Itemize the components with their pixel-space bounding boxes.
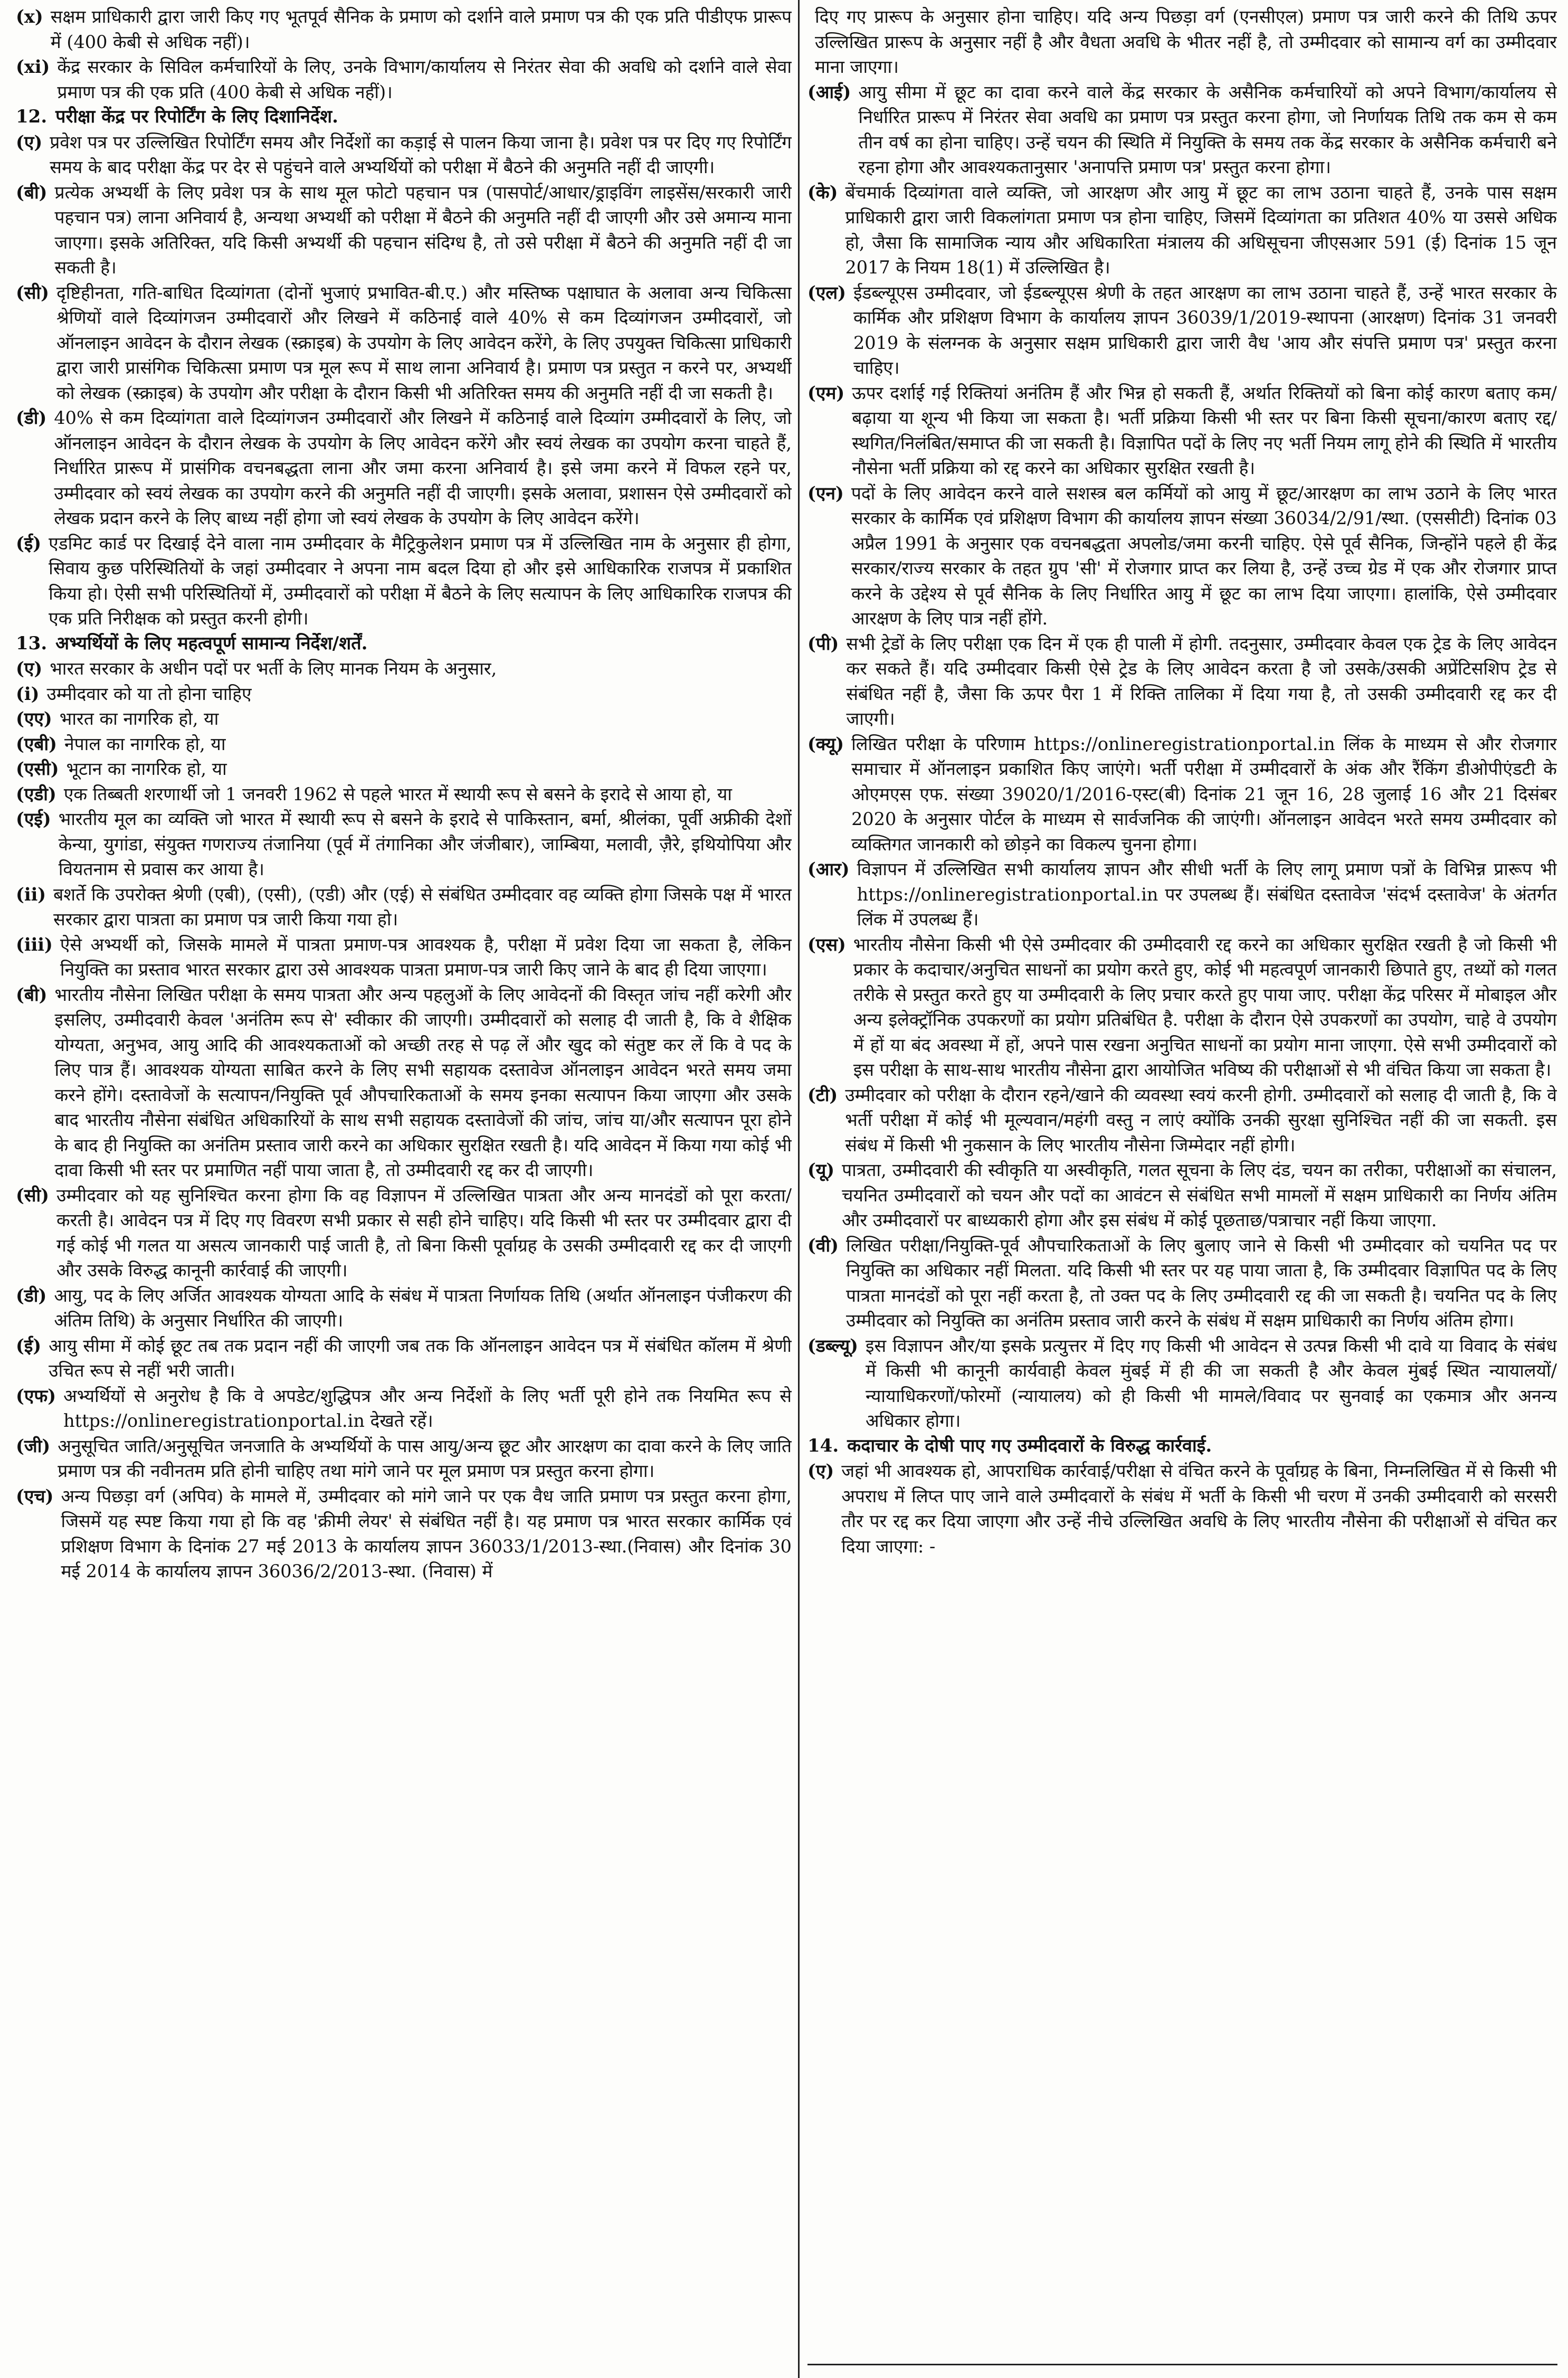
clause-text: उम्मीदवार को या तो होना चाहिए (46, 683, 252, 704)
clause-label: (ए) (16, 658, 43, 679)
clause-text: अभ्यर्थियों से अनुरोध है कि वे अपडेट/शुद्धिपत्र और अन्य निर्देशों के लिए भर्ती पूरी होने तक नियमित रूप से https://onlineregistrationportal.in देखते रहें। (63, 1385, 792, 1431)
clause-label: (जी) (16, 1435, 51, 1456)
clause-item (807, 1083, 1557, 1158)
clause-text: लिखित परीक्षा/नियुक्ति-पूर्व औपचारिकताओं के लिए बुलाए जाने से किसी भी उम्मीदवार को चयनित पद पर नियुक्ति का अधिकार नहीं मिलता. यदि किसी भी स्तर पर यह पाया जाता है, कि उम्मीदवार विज्ञापित पद के लिए पात्रता मानदंडों को पूरा नहीं करता है, तो उक्त पद के लिए उम्मीदवारी रद्द की जा सकती है। चयनित पद के लिए उम्मीदवार को नियुक्ति का अनंतिम प्रस्ताव जारी करने के संबंध में सक्षम प्राधिकारी का निर्णय अंतिम होगा। (846, 1235, 1557, 1331)
clause-text: जहां भी आवश्यक हो, आपराधिक कार्रवाई/परीक्षा से वंचित करने के पूर्वाग्रह के बिना, निम्नलिखित में से किसी भी अपराध में लिप्त पाए जाने वाले उम्मीदवारों के संबंध में भर्ती के किसी भी चरण में उनकी उम्मीदवारी को सरसरी तौर पर रद्द कर दिया जाएगा और उन्हें नीचे उल्लिखित अवधि के लिए भारतीय नौसेना की परीक्षाओं से वंचित कर दिया जाएगा: - (841, 1461, 1557, 1557)
clause-label: (पी) (807, 633, 839, 654)
clause-label: (ई) (16, 1335, 42, 1356)
section-heading (16, 631, 792, 657)
clause-label: (सी) (16, 1185, 50, 1206)
clause-text: अन्य पिछड़ा वर्ग (अपिव) के मामले में, उम्मीदवार को मांगे जाने पर एक वैध जाति प्रमाण पत्र प्रस्तुत करना होगा, जिसमें यह स्पष्ट किया गया हो कि वह 'क्रीमी लेयर' से संबंधित नहीं है। यह प्रमाण पत्र भारत सरकार कार्मिक एवं प्रशिक्षण विभाग के दिनांक 27 मई 2013 के कार्यालय ज्ञापन 36033/1/2013-स्था.(निवास) और दिनांक 30 मई 2014 के कार्यालय ज्ञापन 36036/2/2013-स्था. (निवास) में (61, 1485, 792, 1581)
clause-label: (आई) (807, 81, 851, 102)
clause-item (807, 1233, 1557, 1333)
clause-text: उम्मीदवार को यह सुनिश्चित करना होगा कि वह विज्ञापन में उल्लिखित पात्रता और अन्य मानदंडों को पूरा करता/करती है। आवेदन पत्र में दिए गए विवरण सभी प्रकार से सही होने चाहिए। यदि किसी भी स्तर पर उम्मीदवार द्वारा दी गई कोई भी गलत या असत्य जानकारी पाई जाती है, तो बिना किसी पूर्वाग्रह के उसकी उम्मीदवारी रद्द कर दी जाएगी और उसके विरुद्ध कानूनी कार्रवाई की जाएगी। (56, 1185, 792, 1281)
clause-text: पात्रता, उम्मीदवारी की स्वीकृति या अस्वीकृति, गलत सूचना के लिए दंड, चयन का तरीका, परीक्षाओं का संचालन, चयनित उम्मीदवारों को चयन और पदों का आवंटन से संबंधित सभी मामलों में सक्षम प्राधिकारी का निर्णय अंतिम और उम्मीदवारों पर बाध्यकारी होगा और इस संबंध में कोई पूछताछ/पत्राचार नहीं किया जाएगा. (842, 1160, 1557, 1230)
clause-item (16, 656, 792, 681)
clause-text: अभ्यर्थियों के लिए महत्वपूर्ण सामान्य निर्देश/शर्तें. (55, 632, 368, 654)
clause-text: आयु, पद के लिए अर्जित आवश्यक योग्यता आदि के संबंध में पात्रता निर्णायक तिथि (अर्थात ऑनलाइन पंजीकरण की अंतिम तिथि) के अनुसार निर्धारित की जाएगी। (54, 1285, 792, 1331)
clause-label: (एसी) (16, 759, 59, 779)
clause-text: अनुसूचित जाति/अनुसूचित जनजाति के अभ्यर्थियों के पास आयु/अन्य छूट और आरक्षण का दावा करने के लिए जाति प्रमाण पत्र की नवीनतम प्रति होनी चाहिए तथा मांगे जाने पर मूल प्रमाण पत्र प्रस्तुत करना होगा। (58, 1435, 792, 1481)
clause-item (807, 80, 1557, 180)
clause-text: एक तिब्बती शरणार्थी जो 1 जनवरी 1962 से पहले भारत में स्थायी रूप से बसने के इरादे से आया हो, या (63, 783, 732, 804)
clause-item (807, 1458, 1557, 1559)
clause-label: (i) (16, 683, 40, 704)
clause-item (16, 882, 792, 932)
clause-label: (एन) (807, 482, 844, 504)
clause-item (807, 1158, 1557, 1233)
clause-item (16, 1434, 792, 1484)
clause-label: (एए) (16, 708, 52, 729)
clause-text: आयु सीमा में कोई छूट तब तक प्रदान नहीं की जाएगी जब तक कि ऑनलाइन आवेदन पत्र में संबंधित कॉलम में श्रेणी उचित रूप से नहीं भरी जाती। (49, 1335, 792, 1381)
clause-text: सभी ट्रेडों के लिए परीक्षा एक दिन में एक ही पाली में होगी. तदनुसार, उम्मीदवार केवल एक ट्रेड के लिए आवेदन कर सकते हैं। यदि उम्मीदवार किसी ऐसे ट्रेड के लिए आवेदन करता है जो उसके/उसकी अप्रेंटिसशिप ट्रेड से संबंधित नहीं है, जैसा कि ऊपर पैरा 1 में रिक्ति तालिका में दिया गया है, तो उसकी उम्मीदवारी रद्द कर दी जाएगी। (846, 633, 1557, 729)
clause-item (16, 1384, 792, 1434)
clause-text: ऊपर दर्शाई गई रिक्तियां अनंतिम हैं और भिन्न हो सकती हैं, अर्थात रिक्तियों को बिना कोई कारण बताए कम/बढ़ाया या शून्य भी किया जा सकता है। भर्ती प्रक्रिया किसी भी स्तर पर बिना किसी सूचना/कारण बताए रद्द/स्थगित/निलंबित/समाप्त की जा सकती है। विज्ञापित पदों के लिए नए भर्ती नियम लागू होने की स्थिति में भारतीय नौसेना भर्ती प्रक्रिया को रद्द करने का अधिकार सुरक्षित रखती है। (852, 382, 1557, 478)
section-heading (16, 105, 792, 130)
clause-text: 40% से कम दिव्यांगता वाले दिव्यांगजन उम्मीदवारों और लिखने में कठिनाई वाले दिव्यांग उम्मीदवारों के लिए, जो ऑनलाइन आवेदन के दौरान लेखक के उपयोग के लिए आवेदन करेंगे और स्वयं लेखक का उपयोग करना चाहते हैं, निर्धारित प्रारूप में प्रासंगिक वचनबद्धता लाना और जमा करना अनिवार्य है। इसे जमा करने में विफल रहने पर, उम्मीदवार को स्वयं लेखक का उपयोग करने की अनुमति नहीं दी जाएगी। इसके अलावा, प्रशासन ऐसे उम्मीदवारों को लेखक प्रदान करने के लिए बाध्य नहीं होगा जो स्वयं लेखक के उपयोग के लिए आवेदन करेंगे। (54, 408, 792, 528)
clause-label: (क्यू) (807, 733, 844, 754)
clause-item (16, 1283, 792, 1333)
clause-label: (आर) (807, 859, 850, 879)
clause-label: (डी) (16, 408, 47, 428)
clause-label: (डब्ल्यू) (807, 1335, 858, 1356)
clause-text: ईडब्ल्यूएस उम्मीदवार, जो ईडब्ल्यूएस श्रेणी के तहत आरक्षण का लाभ उठाना चाहते हैं, उन्हें भारत सरकार के कार्मिक और प्रशिक्षण विभाग के कार्यालय ज्ञापन 36039/1/2019-स्थापना (आरक्षण) दिनांक 31 जनवरी 2019 के संलग्नक के अनुसार सक्षम प्राधिकारी द्वारा जारी वैध 'आय और संपत्ति प्रमाण पत्र' प्रस्तुत करना चाहिए। (853, 282, 1557, 378)
clause-text: भारतीय नौसेना लिखित परीक्षा के समय पात्रता और अन्य पहलुओं के लिए आवेदनों की विस्तृत जांच नहीं करेगी और इसलिए, उम्मीदवारी केवल 'अनंतिम रूप से' स्वीकार की जाएगी। उम्मीदवारों को सलाह दी जाती है, कि वे शैक्षिक योग्यता, अनुभव, आयु आदि की आवश्यकताओं को अच्छी तरह से पढ़ लें और खुद को संतुष्ट कर लें कि वे पद के लिए पात्र हैं। आवश्यक योग्यता साबित करने के लिए सभी सहायक दस्तावेज ऑनलाइन आवेदन भरते समय जमा करने होंगे। दस्तावेजों के सत्यापन/नियुक्ति पूर्व औपचारिकताओं के समय इनका सत्यापन किया जाएगा और उसके बाद भारतीय नौसेना संबंधित अधिकारियों के साथ सभी सहायक दस्तावेजों की जांच, जांच या/और सत्यापन पूरा होने के बाद ही नियुक्ति का अनंतिम प्रस्ताव जारी करने का अधिकार सुरक्षित रखती है। यदि आवेदन में किया गया कोई भी दावा किसी भी स्तर पर प्रमाणित नहीं पाया जाता है, तो उम्मीदवारी रद्द कर दी जाएगी। (54, 984, 792, 1180)
clause-label: (एबी) (16, 733, 58, 754)
clause-item (807, 732, 1557, 857)
clause-text: विज्ञापन में उल्लिखित सभी कार्यालय ज्ञापन और सीधी भर्ती के लिए लागू प्रमाण पत्रों के विभिन्न प्रारूप भी https://onlineregistrationportal.in पर उपलब्ध हैं। संबंधित दस्तावेज 'संदर्भ दस्तावेज' के अंतर्गत लिंक में उपलब्ध हैं। (857, 859, 1557, 930)
clause-text: नेपाल का नागरिक हो, या (64, 733, 226, 754)
clause-label: (ई) (16, 533, 42, 554)
clause-label: (बी) (16, 984, 47, 1005)
clause-label: (ए) (16, 131, 43, 153)
clause-label: (के) (807, 182, 838, 203)
column-divider (798, 0, 800, 2378)
clause-item (16, 4, 792, 54)
clause-item (16, 807, 792, 882)
clause-label: (बी) (16, 182, 47, 203)
clause-label: 14. (807, 1435, 839, 1456)
clause-label: (टी) (807, 1084, 838, 1105)
clause-text: केंद्र सरकार के सिविल कर्मचारियों के लिए, उनके विभाग/कार्यालय से निरंतर सेवा की अवधि को दर्शाने वाले सेवा प्रमाण पत्र की एक प्रति (400 केबी से अधिक नहीं)। (57, 56, 792, 102)
clause-text: लिखित परीक्षा के परिणाम https://onlineregistrationportal.in लिंक के माध्यम से और रोजगार समाचार में ऑनलाइन प्रकाशित किए जाएंगे। भर्ती परीक्षा में उम्मीदवारों के अंक और रैंकिंग डीओपीएंडटी के ओएमएस एफ. संख्या 39020/1/2016-एस्ट(बी) दिनांक 21 जून 16, 28 जुलाई 16 और 21 दिसंबर 2020 के अनुसार पोर्टल के माध्यम से सार्वजनिक की जाएंगी। ऑनलाइन आवेदन भरते समय उम्मीदवार को व्यक्तिगत जानकारी को छोड़ने का विकल्प चुनना होगा। (851, 733, 1557, 855)
clause-item (16, 1333, 792, 1384)
clause-item (16, 756, 792, 782)
clause-label: (एफ) (16, 1385, 56, 1406)
clause-label: (iii) (16, 934, 53, 955)
clause-text: परीक्षा केंद्र पर रिपोर्टिंग के लिए दिशानिर्देश. (55, 106, 338, 127)
clause-label: (एडी) (16, 783, 56, 804)
clause-item (16, 54, 792, 105)
clause-text: बशर्ते कि उपरोक्त श्रेणी (एबी), (एसी), (एडी) और (एई) से संबंधित उम्मीदवार वह व्यक्ति होगा जिसके पक्ष में भारत सरकार द्वारा पात्रता का प्रमाण पत्र जारी किया गया हो। (53, 884, 792, 930)
clause-label: 12. (16, 106, 47, 127)
clause-text: सक्षम प्राधिकारी द्वारा जारी किए गए भूतपूर्व सैनिक के प्रमाण को दर्शाने वाले प्रमाण पत्र की एक प्रति पीडीएफ प्रारूप में (400 केबी से अधिक नहीं)। (50, 6, 792, 52)
clause-label: (xi) (16, 56, 50, 77)
clause-item (16, 1183, 792, 1283)
clause-label: (ए) (807, 1461, 834, 1481)
left-column (16, 4, 792, 2374)
clause-item (807, 932, 1557, 1083)
clause-text: ऐसे अभ्यर्थी को, जिसके मामले में पात्रता प्रमाण-पत्र आवश्यक है, परीक्षा में प्रवेश दिया जा सकता है, लेकिन नियुक्ति का प्रस्ताव भारत सरकार द्वारा उसे आवश्यक पात्रता प्रमाण-पत्र जारी किए जाने के बाद ही दिया जाएगा। (60, 934, 792, 980)
clause-item (16, 706, 792, 732)
clause-item (807, 631, 1557, 732)
clause-item (807, 481, 1557, 631)
clause-text: भूटान का नागरिक हो, या (66, 759, 227, 779)
clause-item (807, 180, 1557, 280)
clause-item (16, 932, 792, 982)
clause-label: (एच) (16, 1485, 54, 1507)
clause-text: इस विज्ञापन और/या इसके प्रत्युत्तर में दिए गए किसी भी आवेदन से उत्पन्न किसी भी दावे या विवाद के संबंध में किसी भी कानूनी कार्यवाही केवल मुंबई में ही की जा सकती है और केवल मुंबई स्थित न्यायालयों/न्यायाधिकरणों/फोरमों (न्यायालय) को ही किसी भी मामले/विवाद पर सुनवाई का एकमात्र और अनन्य अधिकार होगा। (866, 1335, 1557, 1431)
bottom-rule (807, 2364, 1557, 2365)
right-column (807, 4, 1557, 2374)
clause-text: भारतीय मूल का व्यक्ति जो भारत में स्थायी रूप से बसने के इरादे से पाकिस्तान, बर्मा, श्रीलंका, पूर्वी अफ्रीकी देशों केन्या, युगांडा, संयुक्त गणराज्य तंजानिया (पूर्व में तंगानिका और जंजीबार), जाम्बिया, मलावी, ज़ैरे, इथियोपिया और वियतनाम से प्रवास कर आया है। (58, 809, 792, 879)
clause-item (16, 1484, 792, 1584)
clause-text: एडमिट कार्ड पर दिखाई देने वाला नाम उम्मीदवार के मैट्रिकुलेशन प्रमाण पत्र में उल्लिखित नाम के अनुसार ही होगा, सिवाय कुछ परिस्थितियों के जहां उम्मीदवार ने अपना नाम बदल दिया हो और इसे आधिकारिक राजपत्र में प्रकाशित किया हो। ऐसी सभी परिस्थितियों में, उम्मीदवारों को परीक्षा में बैठने के लिए सत्यापन के लिए आधिकारिक राजपत्र की एक प्रति निरीक्षक को प्रस्तुत करनी होगी। (49, 533, 792, 629)
clause-text: दृष्टिहीनता, गति-बाधित दिव्यांगता (दोनों भुजाएं प्रभावित-बी.ए.) और मस्तिष्क पक्षाघात के अलावा अन्य चिकित्सा श्रेणियों वाले दिव्यांगजन उम्मीदवारों और लिखने में कठिनाई वाले 40% से कम दिव्यांगजन उम्मीदवारों, जो ऑनलाइन आवेदन के दौरान लेखक (स्क्राइब) के उपयोग के लिए आवेदन करेंगे, के लिए उपयुक्त चिकित्सा प्राधिकारी द्वारा जारी प्रासंगिक चिकित्सा प्रमाण पत्र मूल रूप में साथ लाना अनिवार्य है। प्रमाण पत्र प्रस्तुत न करने पर, अभ्यर्थी को लेखक (स्क्राइब) के उपयोग और परीक्षा के दौरान किसी भी अतिरिक्त समय की अनुमति नहीं दी जा सकती है। (56, 282, 792, 403)
clause-text: उम्मीदवार को परीक्षा के दौरान रहने/खाने की व्यवस्था स्वयं करनी होगी. उम्मीदवारों को सलाह दी जाती है, कि वे भर्ती परीक्षा में कोई भी मूल्यवान/महंगी वस्तु न लाएं क्योंकि उनकी सुरक्षा सुनिश्चित नहीं की जा सकती. इस संबंध में किसी भी नुकसान के लिए भारतीय नौसेना जिम्मेदार नहीं होगी। (845, 1084, 1557, 1155)
clause-item (16, 180, 792, 280)
clause-item (16, 782, 792, 807)
clause-text: आयु सीमा में छूट का दावा करने वाले केंद्र सरकार के असैनिक कर्मचारियों को अपने विभाग/कार्यालय से निर्धारित प्रारूप में निरंतर सेवा अवधि का प्रमाण पत्र प्रस्तुत करना होगा, जो निर्णायक तिथि तक कम से कम तीन वर्ष का होना चाहिए। उन्हें चयन की स्थिति में नियुक्ति के समय तक केंद्र सरकार के असैनिक कर्मचारी बने रहना होगा और आवश्यकतानुसार 'अनापत्ति प्रमाण पत्र' प्रस्तुत करना होगा। (858, 81, 1557, 177)
clause-label: 13. (16, 632, 47, 654)
clause-item (16, 681, 792, 707)
clause-item (16, 130, 792, 180)
clause-item (807, 857, 1557, 932)
clause-label: (एई) (16, 809, 51, 829)
clause-label: (वी) (807, 1235, 839, 1256)
clause-label: (एल) (807, 282, 846, 303)
clause-label: (ii) (16, 884, 46, 905)
clause-text: भारतीय नौसेना किसी भी ऐसे उम्मीदवार की उम्मीदवारी रद्द करने का अधिकार सुरक्षित रखती है जो किसी भी प्रकार के कदाचार/अनुचित साधनों का प्रयोग करते हुए, कोई भी महत्वपूर्ण जानकारी छिपाते हुए, तथ्यों को गलत तरीके से प्रस्तुत करते हुए या उम्मीदवारी के लिए प्रचार करते हुए पाया जाए. परीक्षा केंद्र परिसर में मोबाइल और अन्य इलेक्ट्रॉनिक उपकरणों का प्रयोग प्रतिबंधित है. परीक्षा के दौरान ऐसे उपकरणों का उपयोग, चाहे वे उपयोग में हों या बंद अवस्था में हों, अपने पास रखना अनुचित साधनों का प्रयोग माना जाएगा. ऐसे सभी उम्मीदवारों को इस परीक्षा के साथ-साथ भारतीय नौसेना द्वारा आयोजित भविष्य की परीक्षाओं से भी वंचित किया जा सकता है। (853, 934, 1557, 1080)
clause-item (807, 1333, 1557, 1434)
clause-text: पदों के लिए आवेदन करने वाले सशस्त्र बल कर्मियों को आयु में छूट/आरक्षण का लाभ उठाने के लिए भारत सरकार के कार्मिक एवं प्रशिक्षण विभाग की कार्यालय ज्ञापन संख्या 36034/2/91/स्था. (एससीटी) दिनांक 03 अप्रैल 1991 के अनुसार एक वचनबद्धता अपलोड/जमा करनी चाहिए. ऐसे पूर्व सैनिक, जिन्होंने पहले ही केंद्र सरकार/राज्य सरकार के तहत ग्रुप 'सी' में रोजगार प्राप्त कर लिया है, उन्हें उच्च ग्रेड में एक और रोजगार प्राप्त करने के उद्देश्य से पूर्व सैनिक के लिए निर्धारित आयु में छूट का लाभ दिया जाएगा। हालांकि, ऐसे उम्मीदवार आरक्षण के लिए पात्र नहीं होंगे. (851, 482, 1557, 629)
clause-label: (एम) (807, 382, 845, 403)
clause-label: (सी) (16, 282, 50, 303)
clause-text: भारत सरकार के अधीन पदों पर भर्ती के लिए मानक नियम के अनुसार, (50, 658, 497, 679)
clause-item (16, 531, 792, 631)
clause-item (807, 280, 1557, 381)
clause-text: भारत का नागरिक हो, या (59, 708, 219, 729)
clause-label: (x) (16, 6, 43, 27)
section-heading (807, 1434, 1557, 1459)
clause-item (16, 982, 792, 1183)
clause-item (16, 280, 792, 406)
clause-item (807, 4, 1557, 80)
clause-item (807, 381, 1557, 481)
clause-text: दिए गए प्रारूप के अनुसार होना चाहिए। यदि अन्य पिछड़ा वर्ग (एनसीएल) प्रमाण पत्र जारी करने की तिथि ऊपर उल्लिखित प्रारूप के अनुसार नहीं है और वैधता अवधि के भीतर नहीं है, तो उम्मीदवार को सामान्य वर्ग का उम्मीदवार माना जाएगा। (815, 6, 1557, 77)
clause-label: (यू) (807, 1160, 835, 1180)
clause-item (16, 732, 792, 757)
clause-text: बेंचमार्क दिव्यांगता वाले व्यक्ति, जो आरक्षण और आयु में छूट का लाभ उठाना चाहते हैं, उनके पास सक्षम प्राधिकारी द्वारा जारी विकलांगता प्रमाण पत्र होना चाहिए, जिसमें दिव्यांगता का प्रतिशत 40% या उससे अधिक हो, जैसा कि सामाजिक न्याय और अधिकारिता मंत्रालय की अधिसूचना जीएसआर 591 (ई) दिनांक 15 जून 2017 के नियम 18(1) में उल्लिखित है। (845, 182, 1557, 278)
clause-text: कदाचार के दोषी पाए गए उम्मीदवारों के विरुद्ध कार्रवाई. (847, 1435, 1212, 1456)
clause-text: प्रवेश पत्र पर उल्लिखित रिपोर्टिंग समय और निर्देशों का कड़ाई से पालन किया जाना है। प्रवेश पत्र पर दिए गए रिपोर्टिंग समय के बाद परीक्षा केंद्र पर देर से पहुंचने वाले अभ्यर्थियों को परीक्षा में बैठने की अनुमति नहीं दी जाएगी। (50, 131, 792, 177)
clause-item (16, 405, 792, 531)
clause-text: प्रत्येक अभ्यर्थी के लिए प्रवेश पत्र के साथ मूल फोटो पहचान पत्र (पासपोर्ट/आधार/ड्राइविंग लाइसेंस/सरकारी जारी पहचान पत्र) लाना अनिवार्य है, अन्यथा अभ्यर्थी को परीक्षा में बैठने की अनुमति नहीं दी जाएगी और उसे अमान्य माना जाएगा। इसके अतिरिक्त, यदि किसी अभ्यर्थी की पहचान संदिग्ध है, तो उसे परीक्षा में बैठने की अनुमति नहीं दी जा सकती है। (54, 182, 792, 278)
clause-label: (एस) (807, 934, 846, 955)
clause-label: (डी) (16, 1285, 47, 1306)
